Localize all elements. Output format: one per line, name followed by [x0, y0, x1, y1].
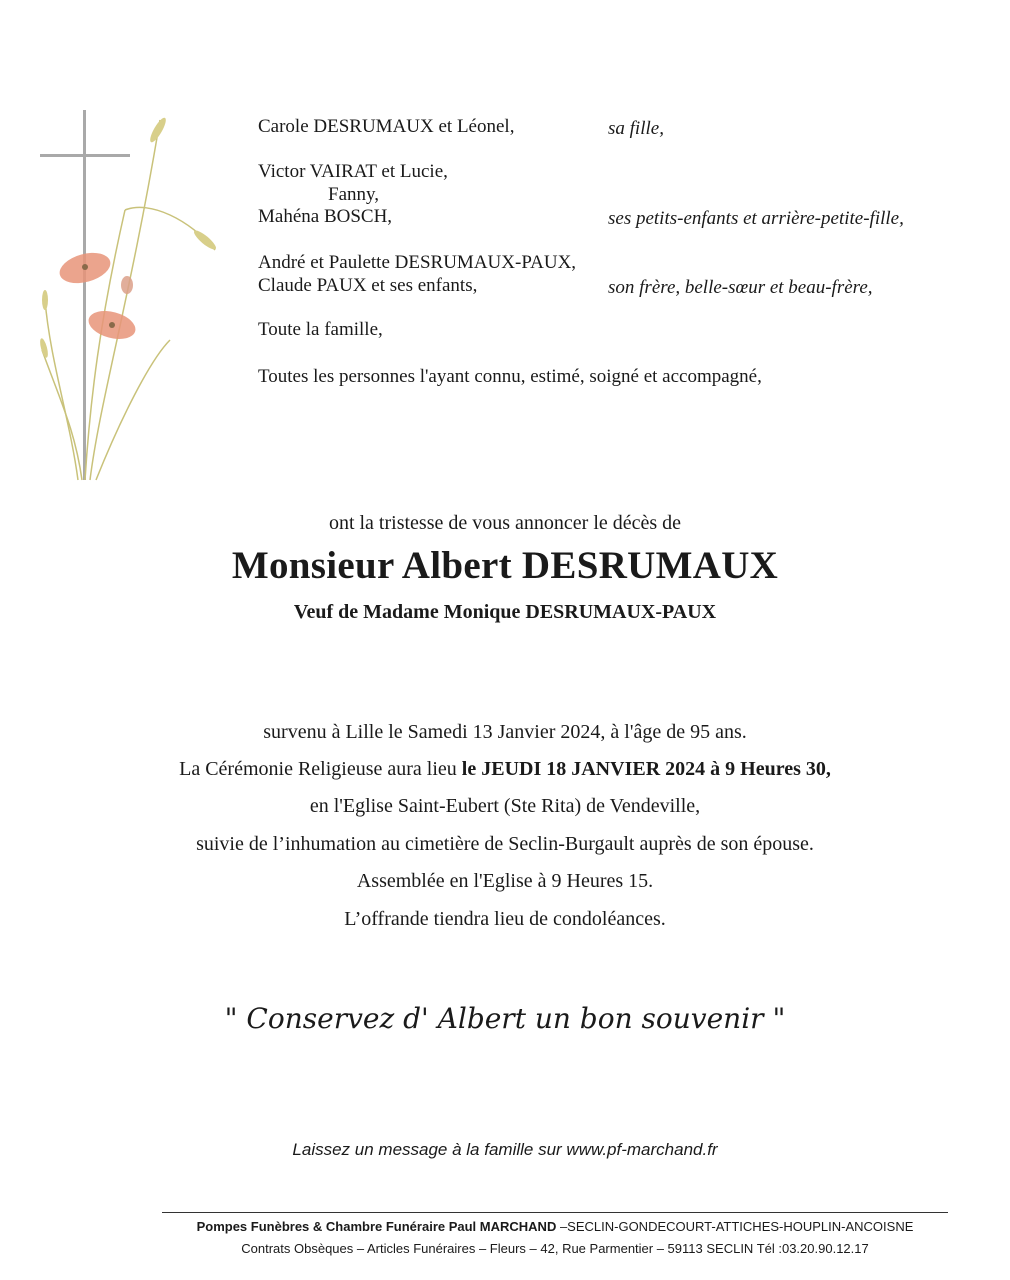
footer-company-locations: –SECLIN-GONDECOURT-ATTICHES-HOUPLIN-ANCOISNE	[556, 1219, 914, 1234]
family-name-line: Fanny,	[328, 184, 380, 205]
family-name-line: Carole DESRUMAUX et Léonel,	[258, 116, 515, 137]
memorial-quote: " Conservez d' Albert un bon souvenir "	[224, 1002, 786, 1035]
widower-of: Veuf de Madame Monique DESRUMAUX-PAUX	[293, 601, 717, 623]
burial-details: suivie de l’inhumation au cimetière de Seclin-Burgault auprès de son épouse.	[196, 833, 814, 855]
announcement-text: ont la tristesse de vous annoncer le décès de	[328, 512, 682, 534]
family-name-line: Toutes les personnes l'ayant connu, estimé, soigné et accompagné,	[258, 366, 762, 387]
family-name-line: Mahéna BOSCH,	[258, 206, 393, 227]
family-name-line: Victor VAIRAT et Lucie,	[258, 161, 448, 182]
ceremony-details	[0, 751, 1010, 788]
family-name-line: Toute la famille,	[258, 319, 383, 340]
ceremony-date: le JEUDI 18 JANVIER 2024 à 9 Heures 30,	[461, 758, 831, 780]
assembly-details: Assemblée en l'Eglise à 9 Heures 15.	[356, 870, 654, 892]
church-details: en l'Eglise Saint-Eubert (Ste Rita) de Vendeville,	[309, 795, 701, 817]
footer-company	[162, 1219, 948, 1234]
wheat-stems-icon	[42, 120, 215, 480]
footer-divider	[162, 1212, 948, 1213]
family-name-line: Claude PAUX et ses enfants,	[258, 275, 478, 296]
family-relation: son frère, belle-sœur et beau-frère,	[608, 277, 873, 298]
family-relation: sa fille,	[608, 118, 664, 139]
family-name-line: André et Paulette DESRUMAUX-PAUX,	[258, 252, 577, 273]
footer-company-name: Pompes Funèbres & Chambre Funéraire Paul MARCHAND	[196, 1219, 557, 1234]
footer-services: Contrats Obsèques – Articles Funéraires – Fleurs – 42, Rue Parmentier – 59113 SECLIN Tél :03.20.90.12.17	[241, 1241, 869, 1256]
death-details: survenu à Lille le Samedi 13 Janvier 2024, à l'âge de 95 ans.	[263, 721, 747, 743]
ceremony-prefix: La Cérémonie Religieuse aura lieu	[179, 758, 462, 780]
cross-poppies-illustration	[30, 100, 230, 490]
cross-icon	[40, 110, 130, 480]
offering-details: L’offrande tiendra lieu de condoléances.	[344, 908, 666, 930]
family-relation: ses petits-enfants et arrière-petite-fille,	[608, 208, 904, 229]
family-message-link[interactable]: Laissez un message à la famille sur www.pf-marchand.fr	[292, 1140, 718, 1159]
deceased-name: Monsieur Albert DESRUMAUX	[231, 544, 779, 587]
